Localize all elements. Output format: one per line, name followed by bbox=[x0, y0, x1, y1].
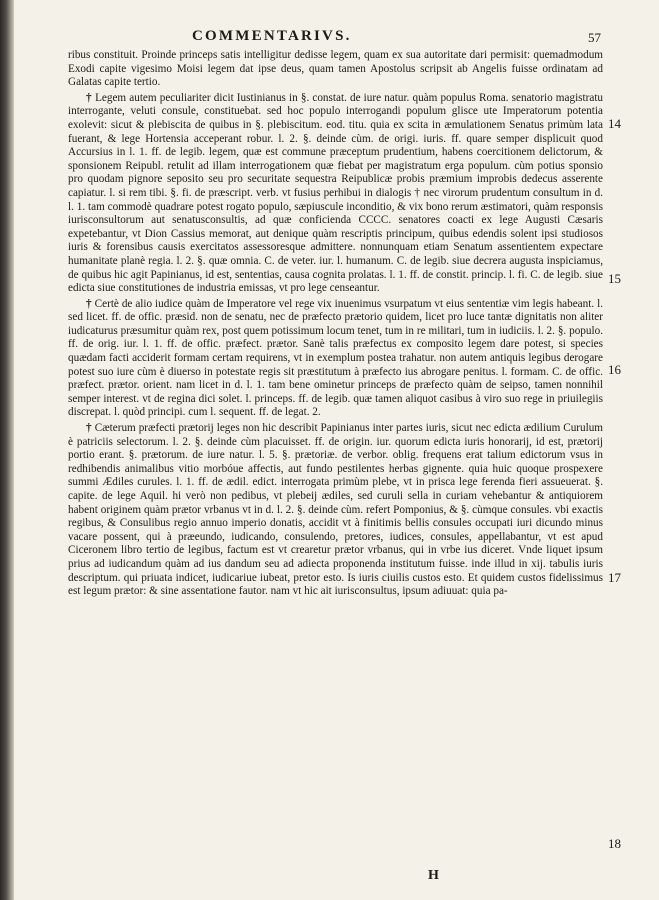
margin-note-number: 17 bbox=[608, 570, 621, 585]
binding-shadow bbox=[0, 0, 14, 900]
paragraph bbox=[68, 49, 603, 90]
paragraph-text: Cæterum præfecti prætorij leges non hic describit Papinianus inter partes iuris, sicut nec edicta ædilium Curulum è patriciis selectorum. l. 2. §. deinde cùm placuisset. ff. de origin. iur. quorum edicta iuris honorarij, id est, prætorij portio erant. §. prætorum. de iure natur. l. 5. §. prætoriæ. de verbor. oblig. frequens erat talium edictorum vsus in redhibendis animalibus vitio morbóue affectis, aut fundo pestilentes herbas gignente. quia huic quoque prospexere summi Ædiles curules. l. 1. ff. de ædil. edict. interrogata primùm plebe, vt in prisca lege ferenda fieri assueuerat. §. capite. de lege Aquil. hi verò non pedibus, vt plebeij ædiles, sed curuli sella in curiam vehebantur & antiquiorem habent originem quàm prætor vrbanus vt in d. l. 2. §. deinde cùm. refert Pomponius, & §. cùmque consules. vbi exactis regibus, & Consulibus regio annuo imperio donatis, accidit vt à finitimis bellis consules occupati iuri dicundo minus vacare possent, qui à præeundo, iudicando, consulendo, pretores, iudices, consules, appellabantur, vt est apud Ciceronem libro tertio de legibus, factum est vt crearetur prætor vrbanus, qui in vrbe ius diceret. Vnde liquet ipsum prius ad iudicandum quàm ad ius dandum seu ad adiecta proponenda institutum fuisse. inde illud in xij. tabulis iuris descriptum. qui priuata indicet, iudicariue iubeat, pretor esto. Is iuris ciuilis custos esto. Et quidem custos fidelissimus est legum prætor: & sine assentatione fautor. nam vt hic ait iurisconsultus, ipsum adiuuat: quia pa- bbox=[68, 422, 604, 598]
margin-note-number: 15 bbox=[608, 271, 621, 286]
paragraph-text: Legem autem peculiariter dicit Iustinianus in §. constat. de iure natur. quàm populus Roma. senatorio magistratu interrogante, veluti consule, constituebat. sed hoc populo interrogandi populum glisce ute Imperatorum potentia exolevit: sicut & plebiscita de quibus in §. plebiscitum. eod. titu. quia ex scita in æmulationem Senatus primùm lata fuerant, & lege Hortensia acceperant robur. l. 2. §. deinde cùm. de origi. iuris. ff. quare semper displicuit quod Accursius in l. 1. ff. de legib. legem, quæ est commune præceptum prudentium, habens coercitionem delictorum, & sponsionem Reipubl. retulit ad illam interrogationem quæ fiebat per magistratum erga populum. cùm potius sponsio pro quodam pignore seposito seu pro securitate sequestra Reipublicæ probis præmium improbis dedecus asserente capiatur. l. si rem tibi. §. fi. de præscript. verb. vt fusius perhibui in dialogis † nec virorum prudentum consultum in d. l. 1. tam commodè quadrare potest rogato populo, sæpiuscule inconditio, & vix bono rerum æstimatori, quàm responsis iurisconsultorum aut senatusconsultis, ad quæ conficienda CCCC. senatores coacti ex lege Augusti Cæsaris expetebantur, vt Dion Cassius memorat, aut denique quàm rescriptis principum, quibus edendis solent ipsi studiosos iuris & forensibus causis exercitatos assessoresque admittere. nonnunquam etiam Senatum assentientem expectare humanitate planè regia. l. 2. §. quæ omnia. C. de veter. iur. l. humanum. C. de legib. siue decrera augusta inspiciamus, de quibus hic agit Papinianus, id est, sententias, causa cognita prolatas. l. 1. ff. de constit. princip. l. fi. C. de legib. siue edicta siue constitutiones de industria emissas, vt pro lege censeantur. bbox=[68, 91, 604, 295]
margin-note-number: 16 bbox=[608, 362, 621, 377]
dagger-mark: † bbox=[86, 91, 92, 104]
paragraph-text: ribus constituit. Proinde princeps satis intelligitur dedisse legem, quam ex sua autoritate dari permisit: quemadmodum Exodi capite vigesimo Moisi legem dat ipse deus, quam tamen Apostolus scripsit ab Angelis fuisse ordinatam ad Galatas capite tertio. bbox=[68, 49, 603, 89]
dagger-mark: † bbox=[86, 422, 92, 435]
page-number: 57 bbox=[588, 30, 601, 45]
running-head: COMMENTARIVS. bbox=[192, 28, 352, 44]
margin-note-number: 14 bbox=[608, 116, 621, 131]
page-header bbox=[0, 28, 659, 48]
signature-mark: H bbox=[428, 868, 439, 883]
paragraph bbox=[68, 92, 603, 296]
body-text bbox=[68, 49, 603, 601]
dagger-mark: † bbox=[86, 297, 92, 310]
paragraph bbox=[68, 422, 603, 599]
margin-note-number: 18 bbox=[608, 836, 621, 851]
paragraph-text: Certè de alio iudice quàm de Imperatore vel rege vix inuenimus vsurpatum vt eius sententiæ vim legis habeant. l. sed licet. ff. de offic. præsid. non de senatu, nec de præfecto prætorio quidem, licet pro luce tantæ dignitatis non aliter iudicaturus præsumitur quàm rex, post quem potissimum locum tenet, tum in re militari, tum in iudiciis. l. 2. §. populo. ff. de orig. iur. l. 1. ff. de offic. præfect. prætor. Sanè talis præfectus ex composito legem dare potest, si species quædam facti acciderit formam certam requirens, vt in exemplum postea trahatur. non autem antiquis legibus derogare potest suo iure cùm è diuerso in potestate regis sit præstitutum à præfecto ius abrogare penitus. l. formam. C. de offic. præfect. prætor. orient. nam licet in d. l. 1. tam bene ominetur princeps de præfecto quàm de seipso, tamen nonnihil semper interest. vt de regina dici solet. l. princeps. ff. de legib. quæ tamen aliquot casibus à viro suo rege in priuilegiis discrepat. l. quòd principi. cum l. sequent. ff. de legat. 2. bbox=[68, 297, 603, 419]
paragraph bbox=[68, 298, 603, 420]
